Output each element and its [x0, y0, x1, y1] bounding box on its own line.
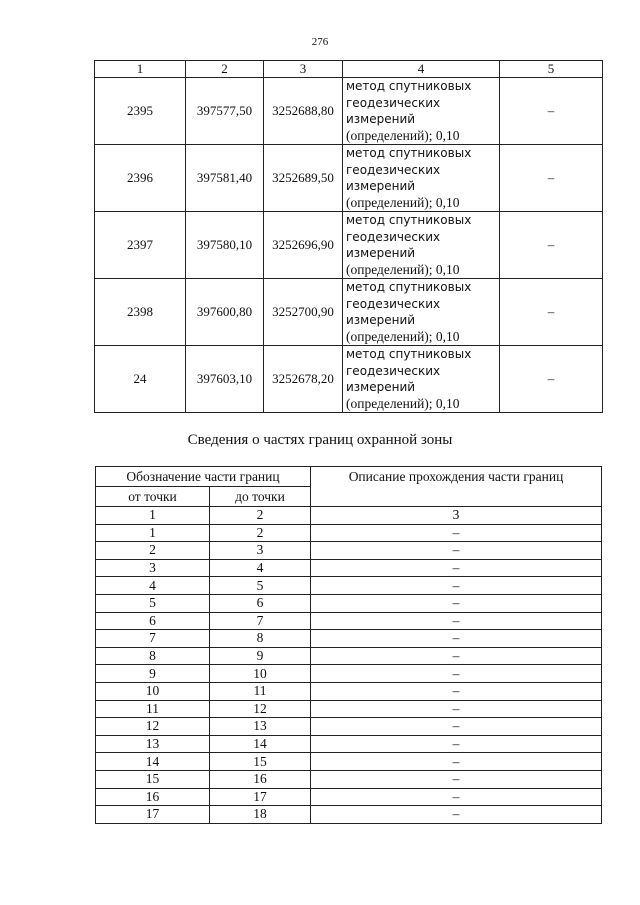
to-point: 5	[210, 577, 311, 595]
table-row	[96, 524, 602, 542]
column-header: 1	[95, 61, 186, 78]
part-description: –	[311, 594, 602, 612]
coordinate-y: 3252700,90	[264, 279, 343, 346]
table-row	[96, 665, 602, 683]
from-point: 2	[96, 542, 210, 560]
point-number: 2396	[95, 145, 186, 212]
coordinate-x: 397577,50	[186, 78, 264, 145]
table-row	[96, 682, 602, 700]
part-description: –	[311, 612, 602, 630]
to-point: 7	[210, 612, 311, 630]
from-point: 7	[96, 630, 210, 648]
column-header: 4	[343, 61, 500, 78]
section-title: Сведения о частях границ охранной зоны	[187, 432, 453, 448]
column-header: 2	[186, 61, 264, 78]
coordinate-x: 397600,80	[186, 279, 264, 346]
method-line: геодезических	[346, 296, 441, 311]
to-point: 10	[210, 665, 311, 683]
point-number: 2397	[95, 212, 186, 279]
column-header: 3	[264, 61, 343, 78]
note: –	[500, 279, 603, 346]
method-description	[343, 212, 500, 279]
numbering-row	[96, 507, 602, 525]
to-point: 14	[210, 735, 311, 753]
parts-header-row	[96, 467, 602, 487]
part-description: –	[311, 647, 602, 665]
table-row	[96, 788, 602, 806]
method-line: метод спутниковых	[346, 347, 472, 361]
boundary-part-designation-header: Обозначение части границ	[96, 467, 311, 487]
part-description: –	[311, 718, 602, 736]
to-point: 2	[210, 524, 311, 542]
part-description: –	[311, 770, 602, 788]
table-row	[95, 346, 603, 413]
coordinate-y: 3252696,90	[264, 212, 343, 279]
method-accuracy: (определений); 0,10	[346, 328, 460, 344]
method-line: геодезических	[346, 162, 441, 177]
point-number: 24	[95, 346, 186, 413]
table-row	[96, 647, 602, 665]
table-row	[96, 735, 602, 753]
part-description: –	[311, 665, 602, 683]
to-point: 18	[210, 806, 311, 824]
part-description: –	[311, 806, 602, 824]
part-description: –	[311, 735, 602, 753]
table-row	[96, 718, 602, 736]
to-point: 8	[210, 630, 311, 648]
from-point: 14	[96, 753, 210, 771]
part-description: –	[311, 788, 602, 806]
note: –	[500, 346, 603, 413]
method-accuracy: (определений); 0,10	[346, 395, 460, 411]
from-point: 8	[96, 647, 210, 665]
from-point: 15	[96, 770, 210, 788]
point-number: 2395	[95, 78, 186, 145]
method-line: метод спутниковых	[346, 280, 472, 294]
boundary-part-description-header: Описание прохождения части границ	[311, 467, 602, 507]
to-point: 11	[210, 682, 311, 700]
table-row	[96, 700, 602, 718]
column-header: 5	[500, 61, 603, 78]
method-line: геодезических	[346, 229, 441, 244]
method-line: измерений	[346, 112, 416, 126]
method-description	[343, 279, 500, 346]
table-row	[95, 145, 603, 212]
method-line: измерений	[346, 246, 416, 260]
from-point: 12	[96, 718, 210, 736]
table-row	[96, 559, 602, 577]
to-point: 15	[210, 753, 311, 771]
from-point: 11	[96, 700, 210, 718]
method-line: геодезических	[346, 95, 441, 110]
note: –	[500, 212, 603, 279]
coordinate-y: 3252689,50	[264, 145, 343, 212]
from-point: 9	[96, 665, 210, 683]
method-line: измерений	[346, 313, 416, 327]
part-description: –	[311, 542, 602, 560]
method-line: метод спутниковых	[346, 146, 472, 160]
part-description: –	[311, 524, 602, 542]
column-number: 1	[96, 507, 210, 525]
to-point: 3	[210, 542, 311, 560]
coordinate-x: 397581,40	[186, 145, 264, 212]
to-point: 12	[210, 700, 311, 718]
part-description: –	[311, 682, 602, 700]
from-point: 1	[96, 524, 210, 542]
table-row	[96, 612, 602, 630]
method-accuracy: (определений); 0,10	[346, 261, 460, 277]
to-point: 9	[210, 647, 311, 665]
method-description	[343, 78, 500, 145]
table-row	[96, 753, 602, 771]
coordinates-header-row	[95, 61, 603, 78]
from-point: 5	[96, 594, 210, 612]
table-row	[96, 630, 602, 648]
part-description: –	[311, 577, 602, 595]
method-line: измерений	[346, 380, 416, 394]
page-number: 276	[311, 36, 329, 48]
coordinate-y: 3252678,20	[264, 346, 343, 413]
method-description	[343, 346, 500, 413]
note: –	[500, 145, 603, 212]
table-row	[95, 212, 603, 279]
to-point: 4	[210, 559, 311, 577]
method-accuracy: (определений); 0,10	[346, 194, 460, 210]
method-line: измерений	[346, 179, 416, 193]
table-row	[96, 577, 602, 595]
part-description: –	[311, 630, 602, 648]
to-point-header: до точки	[210, 487, 311, 507]
method-line: геодезических	[346, 363, 441, 378]
from-point: 3	[96, 559, 210, 577]
to-point: 13	[210, 718, 311, 736]
table-row	[95, 78, 603, 145]
column-number: 3	[311, 507, 602, 525]
column-number: 2	[210, 507, 311, 525]
method-line: метод спутниковых	[346, 213, 472, 227]
method-description	[343, 145, 500, 212]
part-description: –	[311, 700, 602, 718]
from-point: 17	[96, 806, 210, 824]
note: –	[500, 78, 603, 145]
part-description: –	[311, 753, 602, 771]
part-description: –	[311, 559, 602, 577]
method-line: метод спутниковых	[346, 79, 472, 93]
coordinate-x: 397603,10	[186, 346, 264, 413]
from-point: 6	[96, 612, 210, 630]
table-row	[96, 770, 602, 788]
point-number: 2398	[95, 279, 186, 346]
to-point: 17	[210, 788, 311, 806]
to-point: 16	[210, 770, 311, 788]
to-point: 6	[210, 594, 311, 612]
boundary-parts-table	[95, 466, 602, 824]
from-point: 16	[96, 788, 210, 806]
coordinates-table	[94, 60, 603, 413]
method-accuracy: (определений); 0,10	[346, 127, 460, 143]
from-point: 4	[96, 577, 210, 595]
table-row	[95, 279, 603, 346]
from-point: 10	[96, 682, 210, 700]
coordinate-y: 3252688,80	[264, 78, 343, 145]
table-row	[96, 594, 602, 612]
from-point-header: от точки	[96, 487, 210, 507]
table-row	[96, 806, 602, 824]
from-point: 13	[96, 735, 210, 753]
coordinate-x: 397580,10	[186, 212, 264, 279]
table-row	[96, 542, 602, 560]
